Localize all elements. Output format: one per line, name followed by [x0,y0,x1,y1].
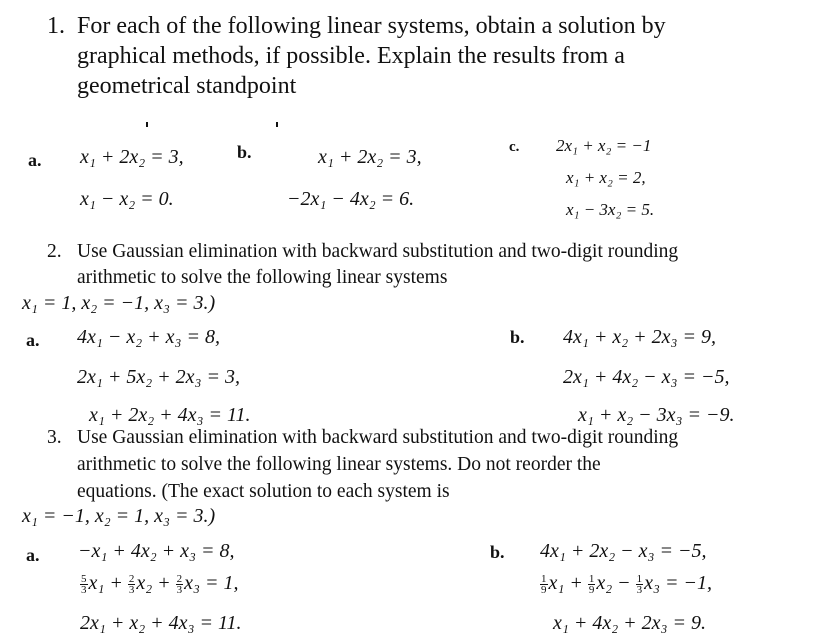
problem-2b-equation-1: 4x₁ + x₂ + 2x₃ = 9, [563,326,716,348]
fraction: $\frac{1}{9}$ [588,572,595,596]
problem-2b-equation-2: 2x₁ + 4x₂ − x₃ = −5, [563,366,730,388]
problem-1a-equation-1: x₁ + 2x₂ = 3, [80,146,184,168]
problem-3a-equation-1: −x₁ + 4x₂ + x₃ = 8, [78,540,235,562]
problem-2b-equation-3: x₁ + x₂ − 3x₃ = −9. [578,404,735,426]
problem-1-line-1: For each of the following linear systems, obtain a solution by [77,13,666,39]
problem-1-line-3: geometrical standpoint [77,73,297,99]
fraction: $\frac{2}{3}$ [176,572,183,596]
fraction: $\frac{1}{3}$ [636,572,643,596]
problem-3-solution: x₁ = −1, x₂ = 1, x₃ = 3.) [22,505,216,527]
problem-3a-label: a. [26,545,40,565]
problem-1a-label: a. [28,150,42,170]
problem-3b-equation-1: 4x₁ + 2x₂ − x₃ = −5, [540,540,707,562]
problem-2a-label: a. [26,330,40,350]
problem-1b-equation-1: x₁ + 2x₂ = 3, [318,146,422,168]
problem-2-line-1: Use Gaussian elimination with backward substitution and two-digit rounding [77,241,679,262]
scan-artifact-mark [146,122,148,127]
problem-1-number: 1. [47,13,65,39]
problem-1c-equation-1: 2x₁ + x₂ = −1 [556,136,652,155]
problem-3a-equation-2: $\frac{5}{3}$ x₁ + $\frac{2}{3}$ x₂ + $\frac{2}{3}$ x₃ = 1, [81,572,239,596]
problem-2a-equation-3: x₁ + 2x₂ + 4x₃ = 11. [89,404,251,426]
problem-2-line-2: arithmetic to solve the following linear systems [77,267,448,288]
problem-2a-equation-2: 2x₁ + 5x₂ + 2x₃ = 3, [77,366,240,388]
problem-1c-label: c. [509,139,520,155]
fraction: $\frac{2}{3}$ [128,572,135,596]
scan-artifact-mark [276,122,278,127]
fraction: $\frac{1}{9}$ [541,572,547,596]
problem-3b-label: b. [490,542,505,562]
problem-3b-equation-3: x₁ + 4x₂ + 2x₃ = 9. [553,612,706,634]
problem-2-number: 2. [47,241,62,262]
problem-2-solution: x₁ = 1, x₂ = −1, x₃ = 3.) [22,292,216,314]
problem-2b-label: b. [510,327,525,347]
problem-3-number: 3. [47,427,62,448]
problem-3-line-1: Use Gaussian elimination with backward substitution and two-digit rounding [77,427,679,448]
problem-1a-equation-2: x₁ − x₂ = 0. [80,188,174,210]
problem-3b-equation-2: $\frac{1}{9}$ x₁ + $\frac{1}{9}$ x₂ − $\frac{1}{3}$ x₃ = −1, [541,572,712,596]
problem-3a-equation-3: 2x₁ + x₂ + 4x₃ = 11. [80,612,242,634]
problem-1b-equation-2: −2x₁ − 4x₂ = 6. [287,188,415,210]
problem-3-line-2: arithmetic to solve the following linear systems. Do not reorder the [77,454,601,475]
problem-1c-equation-2: x₁ + x₂ = 2, [566,168,646,187]
problem-1c-equation-3: x₁ − 3x₂ = 5. [566,200,655,219]
problem-1-line-2: graphical methods, if possible. Explain the results from a [77,43,625,69]
problem-1b-label: b. [237,142,252,162]
problem-3-line-3: equations. (The exact solution to each system is [77,481,450,502]
problem-2a-equation-1: 4x₁ − x₂ + x₃ = 8, [77,326,220,348]
fraction: $\frac{5}{3}$ [81,572,87,596]
